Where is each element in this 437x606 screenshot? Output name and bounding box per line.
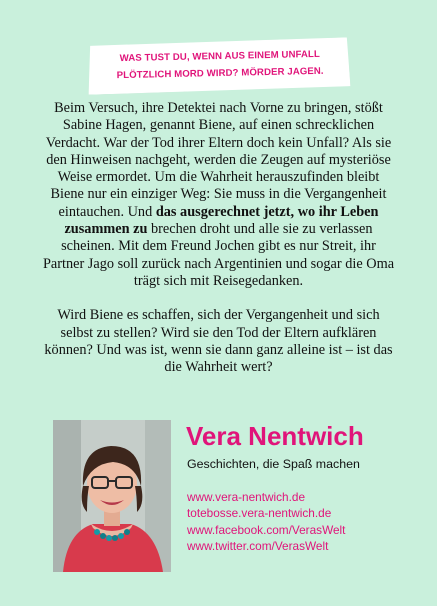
blurb-p1-part1: Beim Versuch, ihre Detektei nach Vorne zu bringen, stößt Sabine Hagen, genannt Biene, auf einen schrecklichen Verdacht. War der Tod ihrer Eltern doch kein Unfall? Als sie den Hinweisen nachgeht, werden die Zeugen auf mysteriöse Weise ermordet. Um die Wahrheit herauszufinden bleibt Biene nur ein einziger Weg: Sie muss in die Vergangenheit eintauchen. Und xyxy=(45,100,392,220)
author-tagline: Geschichten, die Spaß machen xyxy=(187,457,360,471)
link-twitter[interactable]: www.twitter.com/VerasWelt xyxy=(187,538,329,553)
author-links xyxy=(187,489,345,554)
book-blurb xyxy=(40,100,397,376)
author-name: Vera Nentwich xyxy=(186,421,364,451)
author-portrait-illustration xyxy=(53,420,171,572)
link-totebosse[interactable]: totebosse.vera-nentwich.de xyxy=(187,506,332,521)
link-website[interactable]: www.vera-nentwich.de xyxy=(187,490,306,504)
link-facebook[interactable]: www.facebook.com/VerasWelt xyxy=(187,522,346,537)
blurb-p1-part2: brechen droht und alle sie zu verlassen scheinen. Mit dem Freund Jochen gibt es nur Streit, ihr Partner Jago soll zurück nach Argentinien und sogar die Oma trägt sich mit Reisegedanken. xyxy=(42,221,395,289)
blurb-p1-bold: das ausgerechnet jetzt, wo ihr Leben zusammen zu xyxy=(64,203,379,238)
tagline-line-2: PLÖTZLICH MORD WIRD? MÖRDER JAGEN. xyxy=(116,65,324,82)
blurb-paragraph-2: Wird Biene es schaffen, sich der Vergangenheit und sich selbst zu stellen? Wird sie den Tod der Eltern aufklären können? Und was ist, wenn sie dann ganz alleine ist – ist das die Wahrheit wert? xyxy=(44,307,393,376)
tagline-line-1: WAS TUST DU, WENN AUS EINEM UNFALL xyxy=(119,48,321,65)
blurb-paragraph-1 xyxy=(40,100,397,290)
tagline-banner-text xyxy=(92,45,349,84)
author-portrait-photo xyxy=(53,420,171,572)
